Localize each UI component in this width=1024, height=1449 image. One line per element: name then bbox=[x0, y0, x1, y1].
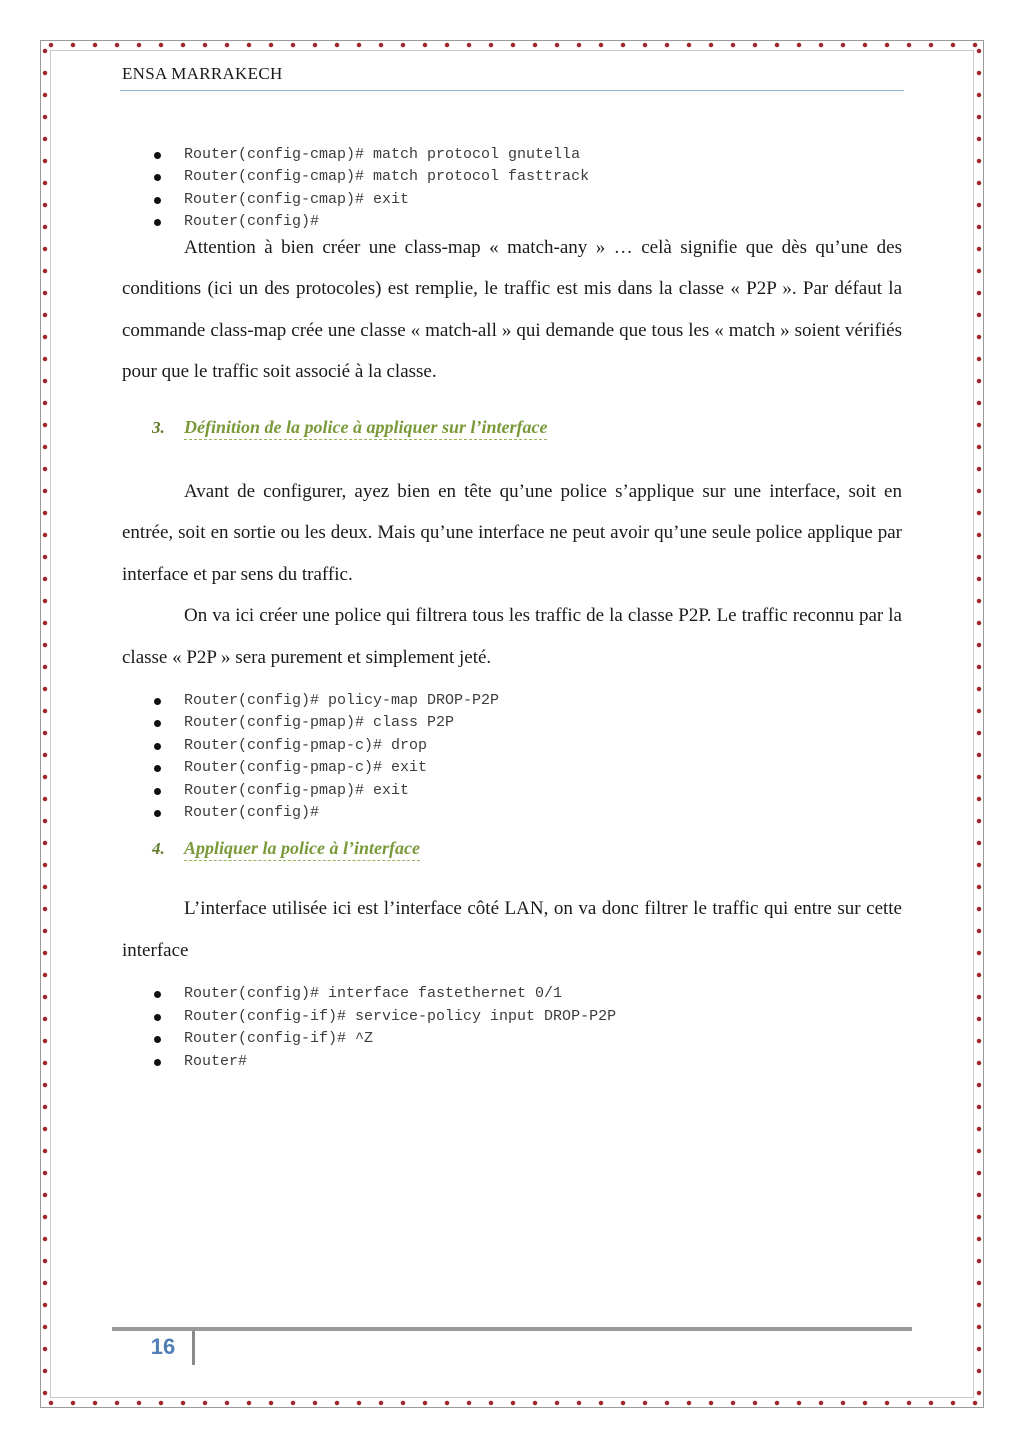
code-line: Router(config-pmap-c)# drop bbox=[122, 735, 902, 757]
code-list-class-map bbox=[122, 144, 902, 234]
paragraph-match-any: Attention à bien créer une class-map « match-any » … celà signifie que dès qu’une des conditions (ici un des protocoles) est remplie, le traffic est mis dans la classe « P2P ». Par défaut la commande class-map crée une classe « match-all » qui demande que tous les « match » soient vérifiés pour que le traffic soit associé à la classe. bbox=[122, 236, 902, 383]
section-number: 4. bbox=[152, 839, 165, 859]
section-title: Appliquer la police à l’interface bbox=[184, 838, 420, 861]
page-number: 16 bbox=[150, 1334, 176, 1359]
border-ornament-top bbox=[40, 40, 984, 50]
code-line: Router(config-if)# service-policy input DROP-P2P bbox=[122, 1006, 902, 1028]
section-title: Définition de la police à appliquer sur l’interface bbox=[184, 417, 547, 440]
border-ornament-right bbox=[974, 40, 984, 1408]
code-line: Router(config)# interface fastethernet 0/1 bbox=[122, 983, 902, 1005]
border-ornament-left bbox=[40, 40, 50, 1408]
code-line: Router(config)# bbox=[122, 211, 902, 233]
page-content bbox=[122, 144, 902, 1073]
code-line: Router(config-pmap)# exit bbox=[122, 780, 902, 802]
header-title: ENSA MARRAKECH bbox=[122, 64, 283, 83]
code-line: Router(config)# bbox=[122, 802, 902, 824]
code-line: Router(config-pmap-c)# exit bbox=[122, 757, 902, 779]
code-line: Router(config-cmap)# match protocol gnutella bbox=[122, 144, 902, 166]
footer-divider bbox=[192, 1331, 195, 1365]
code-line: Router(config)# policy-map DROP-P2P bbox=[122, 690, 902, 712]
section-heading-3 bbox=[122, 417, 902, 457]
section-number: 3. bbox=[152, 417, 165, 437]
code-line: Router(config-if)# ^Z bbox=[122, 1028, 902, 1050]
code-list-policy-map bbox=[122, 690, 902, 824]
paragraph-police-p2p: On va ici créer une police qui filtrera tous les traffic de la classe P2P. Le traffic reconnu par la classe « P2P » sera purement et simplement jeté. bbox=[122, 605, 902, 668]
footer-rule bbox=[112, 1327, 912, 1331]
code-line: Router(config-cmap)# match protocol fasttrack bbox=[122, 166, 902, 188]
code-line: Router# bbox=[122, 1051, 902, 1073]
code-line: Router(config-pmap)# class P2P bbox=[122, 712, 902, 734]
paragraph-police-intro: Avant de configurer, ayez bien en tête qu’une police s’applique sur une interface, soit en entrée, soit en sortie ou les deux. Mais qu’une interface ne peut avoir qu’une seule police applique par interface et par sens du traffic. bbox=[122, 480, 902, 585]
code-list-interface bbox=[122, 983, 902, 1073]
paragraph-interface-lan: L’interface utilisée ici est l’interface côté LAN, on va donc filtrer le traffic qui entre sur cette interface bbox=[122, 898, 902, 961]
section-heading-4 bbox=[122, 838, 902, 878]
code-line: Router(config-cmap)# exit bbox=[122, 189, 902, 211]
border-ornament-bottom bbox=[40, 1398, 984, 1408]
header-rule bbox=[120, 90, 904, 91]
